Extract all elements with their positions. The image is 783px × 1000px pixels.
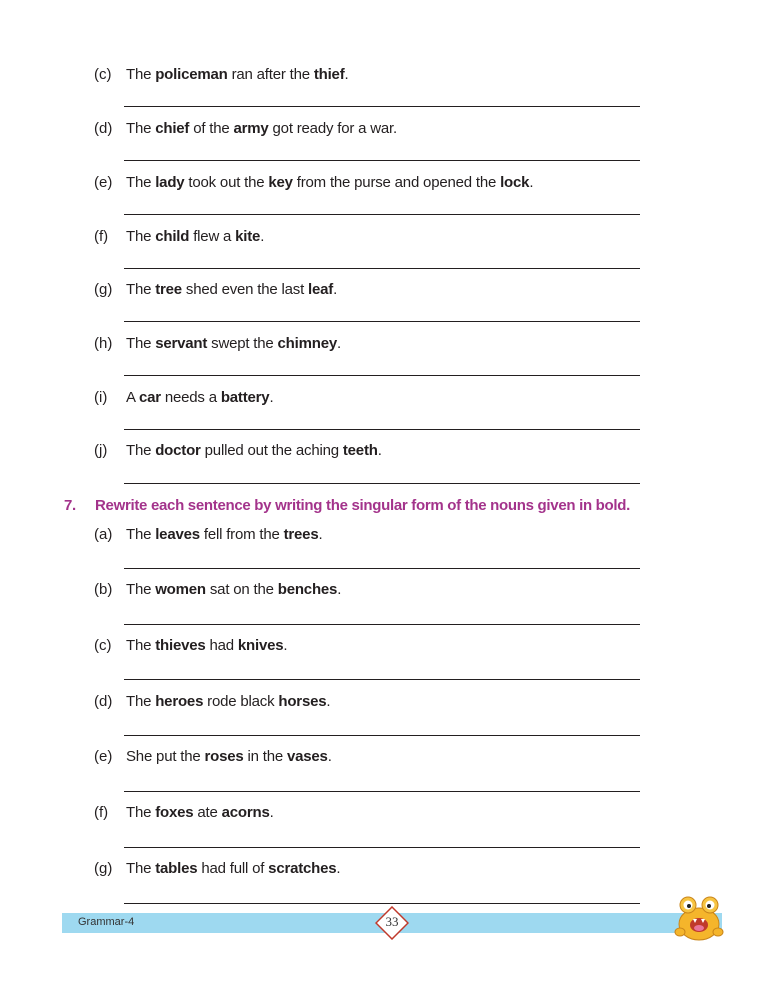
sentence-text: She put the: [126, 748, 205, 765]
sentence-text: The: [126, 228, 156, 245]
sentence-text: pulled out the aching: [200, 442, 343, 459]
bold-noun: thief: [313, 66, 345, 83]
sentence-text: The: [126, 442, 156, 459]
question-label: (j): [94, 442, 108, 459]
question-sentence: [126, 860, 340, 877]
answer-line[interactable]: [124, 903, 640, 904]
question-sentence: [126, 693, 330, 710]
question-sentence: [126, 804, 274, 821]
sentence-text: .: [327, 748, 332, 765]
question-sentence: [126, 526, 322, 543]
bold-noun: women: [155, 581, 206, 598]
sentence-text: The: [126, 281, 156, 298]
question-label: (a): [94, 526, 113, 543]
question-label: (g): [94, 860, 113, 877]
bold-noun: vases: [286, 748, 328, 765]
bold-noun: foxes: [155, 804, 194, 821]
bold-noun: knives: [237, 637, 284, 654]
sentence-text: shed even the last: [181, 281, 309, 298]
bold-noun: car: [138, 389, 161, 406]
book-title: Grammar-4: [78, 916, 135, 928]
bold-noun: policeman: [155, 66, 228, 83]
bold-noun: chief: [155, 120, 190, 137]
sentence-text: The: [126, 693, 156, 710]
bold-noun: roses: [204, 748, 244, 765]
sentence-text: sat on the: [205, 581, 278, 598]
bold-noun: army: [233, 120, 269, 137]
question-label: (f): [94, 804, 109, 821]
sentence-text: fell from the: [199, 526, 284, 543]
sentence-text: rode black: [203, 693, 279, 710]
question-label: (e): [94, 748, 113, 765]
page-number: 33: [385, 914, 399, 929]
question-label: (g): [94, 281, 113, 298]
answer-line[interactable]: [124, 568, 640, 569]
sentence-text: .: [260, 228, 265, 245]
sentence-text: The: [126, 66, 156, 83]
answer-line[interactable]: [124, 483, 640, 484]
bold-noun: child: [155, 228, 190, 245]
question-label: (d): [94, 120, 113, 137]
sentence-text: .: [377, 442, 382, 459]
bold-noun: scratches: [268, 860, 337, 877]
sentence-text: The: [126, 335, 156, 352]
question-sentence: [126, 581, 341, 598]
sentence-text: .: [269, 389, 274, 406]
sentence-text: .: [333, 281, 338, 298]
bold-noun: leaves: [155, 526, 200, 543]
question-label: (e): [94, 174, 113, 191]
answer-line[interactable]: [124, 214, 640, 215]
sentence-text: .: [283, 637, 288, 654]
sentence-text: The: [126, 804, 156, 821]
question-sentence: [126, 335, 341, 352]
answer-line[interactable]: [124, 106, 640, 107]
answer-line[interactable]: [124, 375, 640, 376]
bold-noun: horses: [278, 693, 327, 710]
question-label: (f): [94, 228, 109, 245]
sentence-text: .: [318, 526, 323, 543]
answer-line[interactable]: [124, 321, 640, 322]
answer-line[interactable]: [124, 679, 640, 680]
sentence-text: .: [269, 804, 274, 821]
answer-line[interactable]: [124, 268, 640, 269]
bold-noun: acorns: [221, 804, 270, 821]
bold-noun: trees: [283, 526, 319, 543]
sentence-text: The: [126, 637, 156, 654]
question-sentence: [126, 389, 273, 406]
answer-line[interactable]: [124, 160, 640, 161]
bold-noun: tree: [155, 281, 182, 298]
sentence-text: .: [529, 174, 534, 191]
bold-noun: kite: [235, 228, 261, 245]
question-label: (c): [94, 637, 112, 654]
answer-line[interactable]: [124, 847, 640, 848]
question-sentence: [126, 748, 332, 765]
sentence-text: .: [326, 693, 331, 710]
question-label: (c): [94, 66, 112, 83]
sentence-text: swept the: [207, 335, 278, 352]
sentence-text: ate: [193, 804, 222, 821]
sentence-text: .: [337, 335, 341, 352]
sentence-text: The: [126, 120, 156, 137]
bold-noun: lock: [500, 174, 530, 191]
exercise-7-heading: [64, 497, 630, 514]
question-sentence: [126, 66, 348, 83]
bold-noun: chimney: [277, 335, 337, 352]
question-label: (d): [94, 693, 113, 710]
question-sentence: [126, 442, 382, 459]
sentence-text: flew a: [189, 228, 236, 245]
sentence-text: needs a: [160, 389, 221, 406]
answer-line[interactable]: [124, 429, 640, 430]
monster-mascot-icon: [672, 892, 726, 942]
sentence-text: The: [126, 174, 156, 191]
bold-noun: battery: [220, 389, 270, 406]
bold-noun: doctor: [155, 442, 201, 459]
sentence-text: The: [126, 860, 156, 877]
sentence-text: The: [126, 581, 156, 598]
question-label: (h): [94, 335, 113, 352]
bold-noun: teeth: [342, 442, 378, 459]
answer-line[interactable]: [124, 735, 640, 736]
bold-noun: tables: [155, 860, 198, 877]
sentence-text: got ready for a war.: [268, 120, 397, 137]
bold-noun: benches: [277, 581, 338, 598]
exercise-number: 7.: [64, 497, 76, 514]
sentence-text: from the purse and opened the: [292, 174, 501, 191]
sentence-text: The: [126, 526, 156, 543]
bold-noun: key: [268, 174, 293, 191]
question-sentence: [126, 174, 533, 191]
bold-noun: servant: [155, 335, 208, 352]
question-sentence: [126, 637, 287, 654]
sentence-text: .: [337, 581, 342, 598]
question-sentence: [126, 281, 337, 298]
sentence-text: had full of: [197, 860, 269, 877]
sentence-text: .: [344, 66, 349, 83]
sentence-text: took out the: [184, 174, 269, 191]
sentence-text: A: [126, 389, 139, 406]
sentence-text: ran after the: [227, 66, 314, 83]
sentence-text: .: [336, 860, 341, 877]
question-sentence: [126, 120, 397, 137]
sentence-text: in the: [243, 748, 287, 765]
bold-noun: lady: [155, 174, 185, 191]
question-label: (i): [94, 389, 108, 406]
bold-noun: leaf: [308, 281, 334, 298]
exercise-instruction: Rewrite each sentence by writing the singular form of the nouns given in bold.: [95, 497, 631, 514]
bold-noun: heroes: [155, 693, 204, 710]
answer-line[interactable]: [124, 791, 640, 792]
sentence-text: had: [205, 637, 238, 654]
sentence-text: of the: [189, 120, 234, 137]
bold-noun: thieves: [155, 637, 206, 654]
question-label: (b): [94, 581, 113, 598]
question-sentence: [126, 228, 264, 245]
answer-line[interactable]: [124, 624, 640, 625]
